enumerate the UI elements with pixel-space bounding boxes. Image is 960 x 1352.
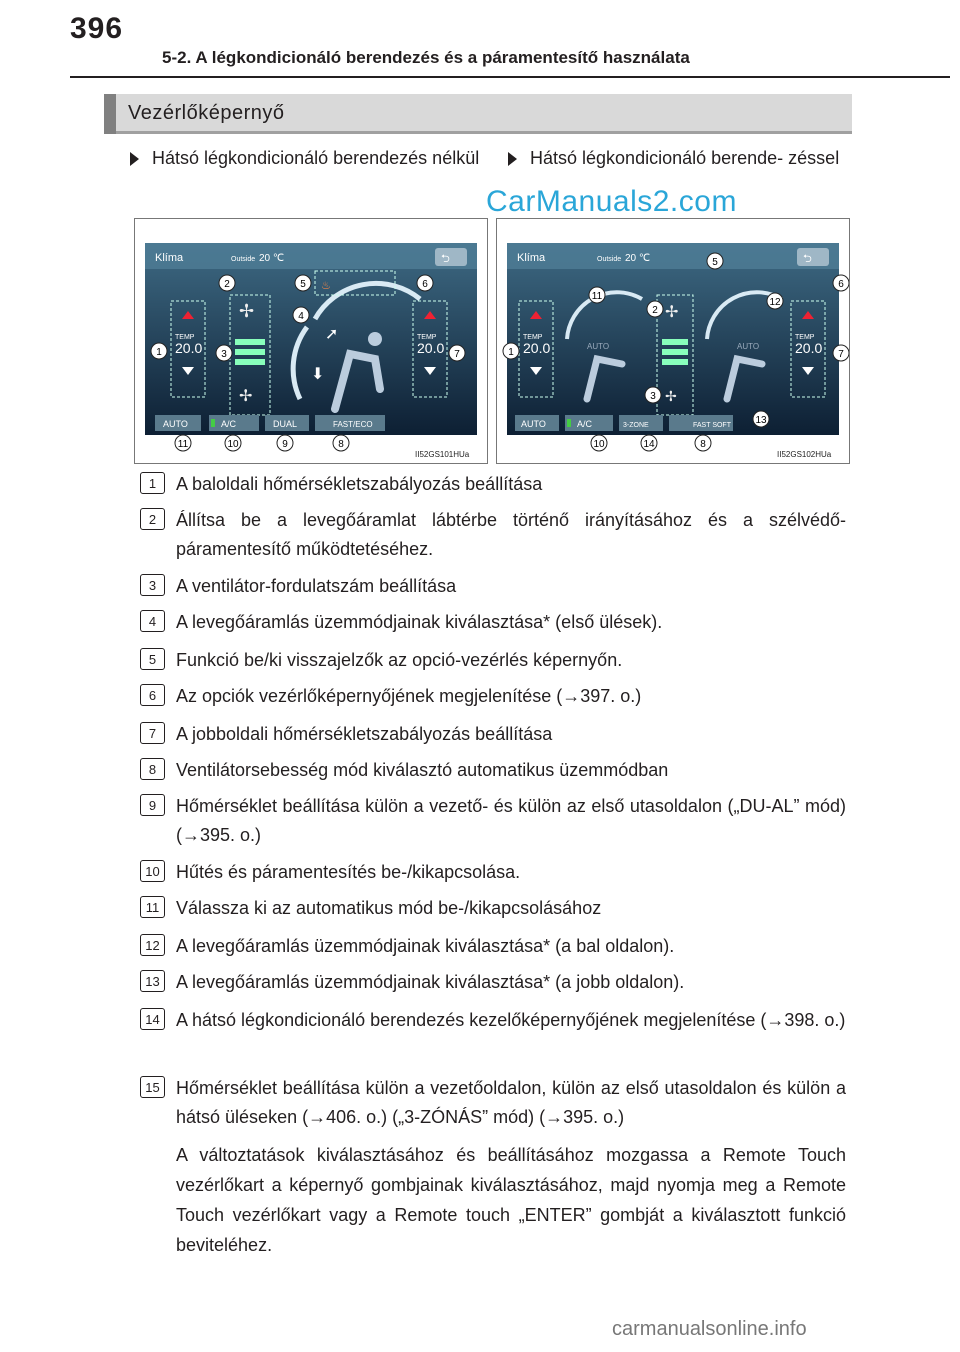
outside-label: Outside bbox=[231, 256, 256, 263]
svg-text:1: 1 bbox=[508, 347, 514, 358]
left-temp-value: 20.0 bbox=[175, 340, 203, 356]
item-number-badge: 7 bbox=[140, 722, 165, 744]
dual-button: DUAL bbox=[273, 419, 298, 429]
svg-text:11: 11 bbox=[177, 439, 189, 450]
svg-text:9: 9 bbox=[282, 439, 288, 450]
outside-temp: 20 ℃ bbox=[259, 253, 285, 264]
svg-text:10: 10 bbox=[593, 439, 605, 450]
header-rule bbox=[70, 76, 950, 78]
ac-button: A/C bbox=[221, 419, 237, 429]
footer-watermark: carmanualsonline.info bbox=[612, 1318, 807, 1340]
right-temp-label: TEMP bbox=[417, 334, 437, 341]
item-number-badge: 9 bbox=[140, 794, 165, 816]
svg-text:✢: ✢ bbox=[239, 388, 253, 405]
item-text: A levegőáramlás üzemmódjainak kiválasztása* (a bal oldalon). bbox=[176, 936, 675, 956]
item-text: A ventilátor-fordulatszám beállítása bbox=[176, 576, 457, 596]
item-text: A hátsó légkondicionáló berendezés kezelőképernyőjének megjelenítése (→398. o.) bbox=[176, 1010, 846, 1030]
right-temp-value: 20.0 bbox=[417, 340, 445, 356]
ac-button: A/C bbox=[577, 419, 593, 429]
climate-screen-without-rear bbox=[134, 218, 488, 464]
svg-text:13: 13 bbox=[755, 415, 767, 426]
item-text: Funkció be/ki visszajelzők az opció-vezérlés képernyőn. bbox=[176, 650, 623, 670]
svg-text:8: 8 bbox=[338, 439, 344, 450]
item-number-badge: 3 bbox=[140, 574, 165, 596]
item-number-badge: 6 bbox=[140, 684, 165, 706]
screen-title: Klíma bbox=[517, 252, 546, 264]
svg-text:3: 3 bbox=[221, 349, 227, 360]
item-text: Hőmérséklet beállítása külön a vezetőoldalon, külön az első utasoldalon és külön a hátsó üléseken (→406. o.) („3-ZÓNÁS” mód) (→395. o.) bbox=[176, 1078, 846, 1127]
svg-text:AUTO: AUTO bbox=[587, 342, 610, 351]
bullet-triangle-icon bbox=[130, 152, 139, 166]
item-number-badge: 8 bbox=[140, 758, 165, 780]
left-temp-label: TEMP bbox=[175, 334, 195, 341]
svg-text:➚: ➚ bbox=[325, 326, 339, 343]
section-title: Vezérlőképernyő bbox=[128, 102, 285, 124]
running-header: 5-2. A légkondicionáló berendezés és a páramentesítő használata bbox=[162, 48, 690, 67]
auto-button: AUTO bbox=[521, 419, 546, 429]
figure-code: II52GS101HUa bbox=[415, 450, 470, 459]
variant-label: Hátsó légkondicionáló berendezés nélkül bbox=[152, 148, 480, 168]
svg-text:10: 10 bbox=[227, 439, 239, 450]
left-temp-value: 20.0 bbox=[523, 340, 551, 356]
section-title-bar bbox=[104, 94, 852, 134]
outside-temp: 20 ℃ bbox=[625, 253, 651, 264]
svg-text:✢: ✢ bbox=[239, 301, 255, 321]
item-number-badge: 14 bbox=[140, 1008, 165, 1030]
item-text: Ventilátorsebesség mód kiválasztó automatikus üzemmódban bbox=[176, 760, 669, 780]
item-number-badge: 1 bbox=[140, 472, 165, 494]
svg-text:11: 11 bbox=[591, 291, 603, 302]
bullet-triangle-icon bbox=[508, 152, 517, 166]
svg-text:2: 2 bbox=[224, 279, 230, 290]
item-number-badge: 12 bbox=[140, 934, 165, 956]
item-text: Állítsa be a levegőáramlat lábtérbe történő irányításához és a szélvédő-páramentesítő működtetéséhez. bbox=[176, 510, 846, 559]
svg-text:⬇: ⬇ bbox=[311, 366, 325, 383]
svg-text:7: 7 bbox=[838, 349, 844, 360]
variant-label: Hátsó légkondicionáló berende- zéssel bbox=[530, 148, 840, 168]
item-text: Hűtés és páramentesítés be-/kikapcsolása. bbox=[176, 862, 521, 882]
svg-text:5: 5 bbox=[712, 257, 718, 268]
three-zone-button: 3-ZONE bbox=[623, 422, 649, 429]
item-text: A levegőáramlás üzemmódjainak kiválasztása* (a jobb oldalon). bbox=[176, 972, 685, 992]
svg-text:12: 12 bbox=[769, 297, 781, 308]
fast-eco-button: FAST/ECO bbox=[333, 420, 373, 429]
svg-text:TEMP: TEMP bbox=[523, 334, 543, 341]
screen-title: Klíma bbox=[155, 252, 184, 264]
watermark-carmanuals2: CarManuals2.com bbox=[486, 185, 737, 218]
svg-text:3: 3 bbox=[650, 391, 656, 402]
page-number: 396 bbox=[70, 12, 124, 45]
svg-text:7: 7 bbox=[454, 349, 460, 360]
auto-button: AUTO bbox=[163, 419, 188, 429]
back-icon bbox=[435, 248, 467, 266]
item-number-badge: 5 bbox=[140, 648, 165, 670]
svg-text:4: 4 bbox=[298, 311, 304, 322]
item-number-badge: 13 bbox=[140, 970, 165, 992]
svg-text:6: 6 bbox=[422, 279, 428, 290]
fast-soft-button: FAST SOFT bbox=[693, 422, 731, 429]
item-text: Válassza ki az automatikus mód be-/kikapcsolásához bbox=[176, 898, 602, 918]
svg-text:✢: ✢ bbox=[665, 304, 679, 321]
outside-label: Outside bbox=[597, 256, 622, 263]
back-icon bbox=[797, 248, 829, 266]
item-number-badge: 11 bbox=[140, 896, 165, 918]
svg-text:5: 5 bbox=[300, 279, 306, 290]
item-text: A jobboldali hőmérsékletszabályozás beállítása bbox=[176, 724, 553, 744]
svg-text:AUTO: AUTO bbox=[737, 342, 760, 351]
climate-screen-with-rear bbox=[496, 218, 850, 464]
svg-text:TEMP: TEMP bbox=[795, 334, 815, 341]
svg-text:♨: ♨ bbox=[321, 280, 331, 292]
closing-paragraph: A változtatások kiválasztásához és beállításához mozgassa a Remote Touch vezérlőkart a képernyő gombjainak kiválasztásához, majd nyomja meg a Remote Touch vezérlőkart vagy a Remote touch „ENTER” gombját a kiválasztott funkció beviteléhez. bbox=[176, 1145, 846, 1255]
svg-text:1: 1 bbox=[156, 347, 162, 358]
svg-text:6: 6 bbox=[838, 279, 844, 290]
svg-text:14: 14 bbox=[643, 439, 655, 450]
svg-text:✢: ✢ bbox=[665, 388, 677, 404]
item-number-badge: 2 bbox=[140, 508, 165, 530]
item-number-badge: 10 bbox=[140, 860, 165, 882]
item-text: Az opciók vezérlőképernyőjének megjelenítése (→397. o.) bbox=[176, 686, 642, 706]
item-text: A levegőáramlás üzemmódjainak kiválasztása* (első ülések). bbox=[176, 612, 663, 632]
svg-text:⮌: ⮌ bbox=[803, 253, 812, 265]
section-underline bbox=[116, 131, 852, 134]
item-text: Hőmérséklet beállítása külön a vezető- és külön az első utasoldalon („DU-AL” mód) (→395. o.) bbox=[176, 796, 846, 845]
item-text: A baloldali hőmérsékletszabályozás beállítása bbox=[176, 474, 543, 494]
variant-without-rear bbox=[152, 144, 482, 172]
svg-text:⮌: ⮌ bbox=[441, 253, 450, 265]
svg-text:8: 8 bbox=[700, 439, 706, 450]
figure-code: II52GS102HUa bbox=[777, 450, 832, 459]
svg-text:2: 2 bbox=[652, 305, 658, 316]
variant-with-rear bbox=[530, 144, 846, 172]
item-number-badge: 4 bbox=[140, 610, 165, 632]
item-number-badge: 15 bbox=[140, 1076, 165, 1098]
right-temp-value: 20.0 bbox=[795, 340, 823, 356]
